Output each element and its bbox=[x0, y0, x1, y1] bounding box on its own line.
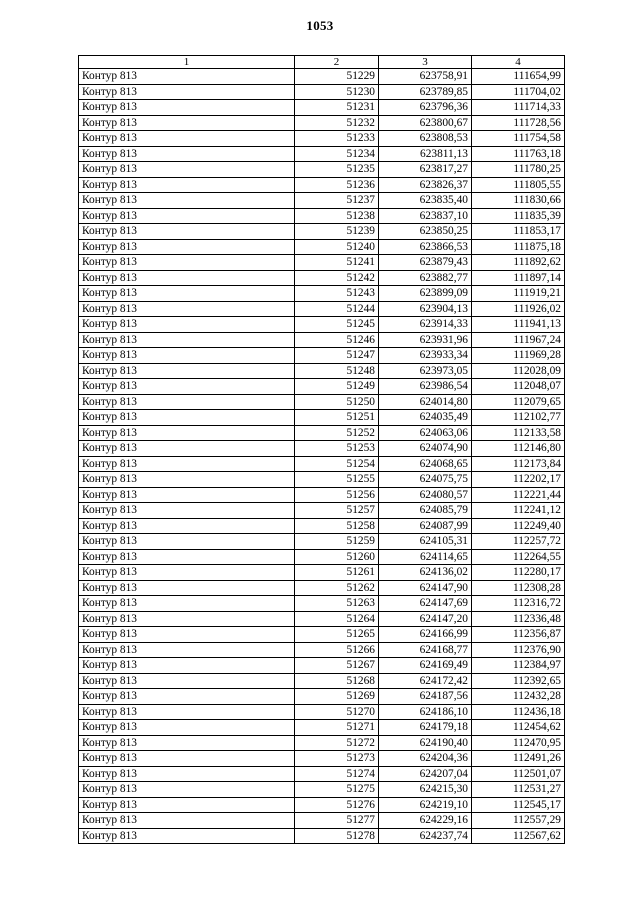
contour-name-cell: Контур 813 bbox=[79, 100, 295, 116]
point-number-cell: 51256 bbox=[295, 487, 379, 503]
x-coordinate-cell: 623808,53 bbox=[379, 131, 472, 147]
table-row bbox=[79, 611, 565, 627]
table-row bbox=[79, 162, 565, 178]
point-number-cell: 51250 bbox=[295, 394, 379, 410]
table-row bbox=[79, 735, 565, 751]
table-row bbox=[79, 797, 565, 813]
table-row bbox=[79, 503, 565, 519]
column-header-3: 3 bbox=[379, 56, 472, 69]
contour-name-cell: Контур 813 bbox=[79, 751, 295, 767]
y-coordinate-cell: 112436,18 bbox=[472, 704, 565, 720]
contour-name-cell: Контур 813 bbox=[79, 565, 295, 581]
y-coordinate-cell: 112249,40 bbox=[472, 518, 565, 534]
point-number-cell: 51238 bbox=[295, 208, 379, 224]
table-row bbox=[79, 193, 565, 209]
x-coordinate-cell: 624014,80 bbox=[379, 394, 472, 410]
x-coordinate-cell: 624179,18 bbox=[379, 720, 472, 736]
contour-name-cell: Контур 813 bbox=[79, 689, 295, 705]
point-number-cell: 51240 bbox=[295, 239, 379, 255]
x-coordinate-cell: 624168,77 bbox=[379, 642, 472, 658]
x-coordinate-cell: 624068,65 bbox=[379, 456, 472, 472]
x-coordinate-cell: 623811,13 bbox=[379, 146, 472, 162]
contour-name-cell: Контур 813 bbox=[79, 828, 295, 844]
point-number-cell: 51275 bbox=[295, 782, 379, 798]
point-number-cell: 51265 bbox=[295, 627, 379, 643]
table-row bbox=[79, 69, 565, 85]
contour-name-cell: Контур 813 bbox=[79, 487, 295, 503]
contour-name-cell: Контур 813 bbox=[79, 131, 295, 147]
table-row bbox=[79, 239, 565, 255]
y-coordinate-cell: 112454,62 bbox=[472, 720, 565, 736]
y-coordinate-cell: 111830,66 bbox=[472, 193, 565, 209]
table-row bbox=[79, 131, 565, 147]
column-header-1: 1 bbox=[79, 56, 295, 69]
point-number-cell: 51255 bbox=[295, 472, 379, 488]
point-number-cell: 51272 bbox=[295, 735, 379, 751]
contour-name-cell: Контур 813 bbox=[79, 580, 295, 596]
contour-name-cell: Контур 813 bbox=[79, 332, 295, 348]
contour-name-cell: Контур 813 bbox=[79, 534, 295, 550]
y-coordinate-cell: 112028,09 bbox=[472, 363, 565, 379]
y-coordinate-cell: 112356,87 bbox=[472, 627, 565, 643]
y-coordinate-cell: 112280,17 bbox=[472, 565, 565, 581]
y-coordinate-cell: 111754,58 bbox=[472, 131, 565, 147]
table-row bbox=[79, 766, 565, 782]
table-row bbox=[79, 487, 565, 503]
point-number-cell: 51249 bbox=[295, 379, 379, 395]
table-row bbox=[79, 518, 565, 534]
x-coordinate-cell: 623758,91 bbox=[379, 69, 472, 85]
point-number-cell: 51232 bbox=[295, 115, 379, 131]
y-coordinate-cell: 112241,12 bbox=[472, 503, 565, 519]
point-number-cell: 51273 bbox=[295, 751, 379, 767]
header-row bbox=[79, 56, 565, 69]
column-header-2: 2 bbox=[295, 56, 379, 69]
y-coordinate-cell: 112491,26 bbox=[472, 751, 565, 767]
x-coordinate-cell: 624215,30 bbox=[379, 782, 472, 798]
y-coordinate-cell: 111780,25 bbox=[472, 162, 565, 178]
table-row bbox=[79, 642, 565, 658]
contour-name-cell: Контур 813 bbox=[79, 658, 295, 674]
contour-name-cell: Контур 813 bbox=[79, 797, 295, 813]
y-coordinate-cell: 112173,84 bbox=[472, 456, 565, 472]
x-coordinate-cell: 623796,36 bbox=[379, 100, 472, 116]
point-number-cell: 51244 bbox=[295, 301, 379, 317]
table-row bbox=[79, 828, 565, 844]
contour-name-cell: Контур 813 bbox=[79, 115, 295, 131]
contour-name-cell: Контур 813 bbox=[79, 348, 295, 364]
contour-name-cell: Контур 813 bbox=[79, 239, 295, 255]
point-number-cell: 51274 bbox=[295, 766, 379, 782]
x-coordinate-cell: 623899,09 bbox=[379, 286, 472, 302]
y-coordinate-cell: 111941,13 bbox=[472, 317, 565, 333]
table-row bbox=[79, 224, 565, 240]
y-coordinate-cell: 111728,56 bbox=[472, 115, 565, 131]
x-coordinate-cell: 623986,54 bbox=[379, 379, 472, 395]
point-number-cell: 51270 bbox=[295, 704, 379, 720]
y-coordinate-cell: 112257,72 bbox=[472, 534, 565, 550]
point-number-cell: 51247 bbox=[295, 348, 379, 364]
point-number-cell: 51264 bbox=[295, 611, 379, 627]
point-number-cell: 51230 bbox=[295, 84, 379, 100]
x-coordinate-cell: 624237,74 bbox=[379, 828, 472, 844]
contour-name-cell: Контур 813 bbox=[79, 394, 295, 410]
table-row bbox=[79, 813, 565, 829]
table-row bbox=[79, 782, 565, 798]
contour-name-cell: Контур 813 bbox=[79, 642, 295, 658]
contour-name-cell: Контур 813 bbox=[79, 472, 295, 488]
x-coordinate-cell: 624207,04 bbox=[379, 766, 472, 782]
point-number-cell: 51254 bbox=[295, 456, 379, 472]
table-row bbox=[79, 689, 565, 705]
y-coordinate-cell: 112531,27 bbox=[472, 782, 565, 798]
y-coordinate-cell: 111892,62 bbox=[472, 255, 565, 271]
y-coordinate-cell: 112432,28 bbox=[472, 689, 565, 705]
contour-name-cell: Контур 813 bbox=[79, 735, 295, 751]
point-number-cell: 51251 bbox=[295, 410, 379, 426]
y-coordinate-cell: 112316,72 bbox=[472, 596, 565, 612]
table-row bbox=[79, 270, 565, 286]
point-number-cell: 51260 bbox=[295, 549, 379, 565]
x-coordinate-cell: 624229,16 bbox=[379, 813, 472, 829]
y-coordinate-cell: 112384,97 bbox=[472, 658, 565, 674]
y-coordinate-cell: 112079,65 bbox=[472, 394, 565, 410]
x-coordinate-cell: 624114,65 bbox=[379, 549, 472, 565]
x-coordinate-cell: 623931,96 bbox=[379, 332, 472, 348]
contour-name-cell: Контур 813 bbox=[79, 69, 295, 85]
table-row bbox=[79, 301, 565, 317]
y-coordinate-cell: 112470,95 bbox=[472, 735, 565, 751]
x-coordinate-cell: 624136,02 bbox=[379, 565, 472, 581]
y-coordinate-cell: 112102,77 bbox=[472, 410, 565, 426]
contour-name-cell: Контур 813 bbox=[79, 720, 295, 736]
table-row bbox=[79, 658, 565, 674]
x-coordinate-cell: 624080,57 bbox=[379, 487, 472, 503]
contour-name-cell: Контур 813 bbox=[79, 363, 295, 379]
point-number-cell: 51237 bbox=[295, 193, 379, 209]
table-row bbox=[79, 255, 565, 271]
y-coordinate-cell: 112545,17 bbox=[472, 797, 565, 813]
contour-name-cell: Контур 813 bbox=[79, 549, 295, 565]
x-coordinate-cell: 624187,56 bbox=[379, 689, 472, 705]
y-coordinate-cell: 112048,07 bbox=[472, 379, 565, 395]
point-number-cell: 51277 bbox=[295, 813, 379, 829]
point-number-cell: 51248 bbox=[295, 363, 379, 379]
y-coordinate-cell: 112557,29 bbox=[472, 813, 565, 829]
table-row bbox=[79, 115, 565, 131]
y-coordinate-cell: 111919,21 bbox=[472, 286, 565, 302]
table-row bbox=[79, 673, 565, 689]
x-coordinate-cell: 624075,75 bbox=[379, 472, 472, 488]
point-number-cell: 51271 bbox=[295, 720, 379, 736]
x-coordinate-cell: 623817,27 bbox=[379, 162, 472, 178]
x-coordinate-cell: 623835,40 bbox=[379, 193, 472, 209]
table-row bbox=[79, 348, 565, 364]
contour-name-cell: Контур 813 bbox=[79, 704, 295, 720]
point-number-cell: 51278 bbox=[295, 828, 379, 844]
x-coordinate-cell: 624190,40 bbox=[379, 735, 472, 751]
table-row bbox=[79, 534, 565, 550]
x-coordinate-cell: 623826,37 bbox=[379, 177, 472, 193]
contour-name-cell: Контур 813 bbox=[79, 627, 295, 643]
x-coordinate-cell: 623882,77 bbox=[379, 270, 472, 286]
x-coordinate-cell: 623904,13 bbox=[379, 301, 472, 317]
point-number-cell: 51269 bbox=[295, 689, 379, 705]
y-coordinate-cell: 112146,80 bbox=[472, 441, 565, 457]
contour-name-cell: Контур 813 bbox=[79, 84, 295, 100]
point-number-cell: 51233 bbox=[295, 131, 379, 147]
contour-name-cell: Контур 813 bbox=[79, 441, 295, 457]
x-coordinate-cell: 624085,79 bbox=[379, 503, 472, 519]
contour-name-cell: Контур 813 bbox=[79, 673, 295, 689]
x-coordinate-cell: 624186,10 bbox=[379, 704, 472, 720]
point-number-cell: 51242 bbox=[295, 270, 379, 286]
contour-name-cell: Контур 813 bbox=[79, 456, 295, 472]
point-number-cell: 51276 bbox=[295, 797, 379, 813]
contour-name-cell: Контур 813 bbox=[79, 518, 295, 534]
point-number-cell: 51262 bbox=[295, 580, 379, 596]
x-coordinate-cell: 623866,53 bbox=[379, 239, 472, 255]
table-row bbox=[79, 84, 565, 100]
table-row bbox=[79, 720, 565, 736]
y-coordinate-cell: 112392,65 bbox=[472, 673, 565, 689]
y-coordinate-cell: 111967,24 bbox=[472, 332, 565, 348]
point-number-cell: 51258 bbox=[295, 518, 379, 534]
y-coordinate-cell: 111897,14 bbox=[472, 270, 565, 286]
table-row bbox=[79, 394, 565, 410]
point-number-cell: 51231 bbox=[295, 100, 379, 116]
y-coordinate-cell: 111714,33 bbox=[472, 100, 565, 116]
table-row bbox=[79, 410, 565, 426]
x-coordinate-cell: 624087,99 bbox=[379, 518, 472, 534]
y-coordinate-cell: 112264,55 bbox=[472, 549, 565, 565]
y-coordinate-cell: 111704,02 bbox=[472, 84, 565, 100]
table-row bbox=[79, 363, 565, 379]
contour-name-cell: Контур 813 bbox=[79, 410, 295, 426]
point-number-cell: 51239 bbox=[295, 224, 379, 240]
y-coordinate-cell: 111969,28 bbox=[472, 348, 565, 364]
table-row bbox=[79, 565, 565, 581]
x-coordinate-cell: 623789,85 bbox=[379, 84, 472, 100]
x-coordinate-cell: 624166,99 bbox=[379, 627, 472, 643]
table-row bbox=[79, 627, 565, 643]
x-coordinate-cell: 624219,10 bbox=[379, 797, 472, 813]
x-coordinate-cell: 624074,90 bbox=[379, 441, 472, 457]
point-number-cell: 51263 bbox=[295, 596, 379, 612]
contour-name-cell: Контур 813 bbox=[79, 503, 295, 519]
y-coordinate-cell: 111875,18 bbox=[472, 239, 565, 255]
table-row bbox=[79, 100, 565, 116]
y-coordinate-cell: 112221,44 bbox=[472, 487, 565, 503]
x-coordinate-cell: 623850,25 bbox=[379, 224, 472, 240]
point-number-cell: 51268 bbox=[295, 673, 379, 689]
table-row bbox=[79, 704, 565, 720]
y-coordinate-cell: 112567,62 bbox=[472, 828, 565, 844]
table-row bbox=[79, 379, 565, 395]
x-coordinate-cell: 624035,49 bbox=[379, 410, 472, 426]
table-row bbox=[79, 332, 565, 348]
point-number-cell: 51243 bbox=[295, 286, 379, 302]
contour-name-cell: Контур 813 bbox=[79, 813, 295, 829]
x-coordinate-cell: 624147,90 bbox=[379, 580, 472, 596]
contour-name-cell: Контур 813 bbox=[79, 146, 295, 162]
column-header-4: 4 bbox=[472, 56, 565, 69]
contour-name-cell: Контур 813 bbox=[79, 162, 295, 178]
contour-name-cell: Контур 813 bbox=[79, 208, 295, 224]
y-coordinate-cell: 112376,90 bbox=[472, 642, 565, 658]
table-row bbox=[79, 472, 565, 488]
table-header bbox=[79, 56, 565, 69]
table-row bbox=[79, 596, 565, 612]
contour-name-cell: Контур 813 bbox=[79, 596, 295, 612]
point-number-cell: 51234 bbox=[295, 146, 379, 162]
table-body bbox=[79, 69, 565, 844]
x-coordinate-cell: 623973,05 bbox=[379, 363, 472, 379]
y-coordinate-cell: 111654,99 bbox=[472, 69, 565, 85]
point-number-cell: 51257 bbox=[295, 503, 379, 519]
table-row bbox=[79, 177, 565, 193]
point-number-cell: 51252 bbox=[295, 425, 379, 441]
x-coordinate-cell: 624147,20 bbox=[379, 611, 472, 627]
contour-name-cell: Контур 813 bbox=[79, 317, 295, 333]
y-coordinate-cell: 111853,17 bbox=[472, 224, 565, 240]
y-coordinate-cell: 112133,58 bbox=[472, 425, 565, 441]
y-coordinate-cell: 111835,39 bbox=[472, 208, 565, 224]
point-number-cell: 51267 bbox=[295, 658, 379, 674]
contour-name-cell: Контур 813 bbox=[79, 255, 295, 271]
y-coordinate-cell: 112501,07 bbox=[472, 766, 565, 782]
x-coordinate-cell: 624063,06 bbox=[379, 425, 472, 441]
contour-name-cell: Контур 813 bbox=[79, 270, 295, 286]
y-coordinate-cell: 112202,17 bbox=[472, 472, 565, 488]
contour-name-cell: Контур 813 bbox=[79, 224, 295, 240]
coordinates-table bbox=[78, 55, 565, 844]
table-row bbox=[79, 456, 565, 472]
contour-name-cell: Контур 813 bbox=[79, 177, 295, 193]
contour-name-cell: Контур 813 bbox=[79, 611, 295, 627]
point-number-cell: 51241 bbox=[295, 255, 379, 271]
x-coordinate-cell: 623933,34 bbox=[379, 348, 472, 364]
x-coordinate-cell: 624172,42 bbox=[379, 673, 472, 689]
point-number-cell: 51253 bbox=[295, 441, 379, 457]
table-row bbox=[79, 580, 565, 596]
y-coordinate-cell: 112336,48 bbox=[472, 611, 565, 627]
y-coordinate-cell: 111926,02 bbox=[472, 301, 565, 317]
table-row bbox=[79, 317, 565, 333]
point-number-cell: 51261 bbox=[295, 565, 379, 581]
contour-name-cell: Контур 813 bbox=[79, 766, 295, 782]
x-coordinate-cell: 624105,31 bbox=[379, 534, 472, 550]
point-number-cell: 51246 bbox=[295, 332, 379, 348]
x-coordinate-cell: 623800,67 bbox=[379, 115, 472, 131]
x-coordinate-cell: 624169,49 bbox=[379, 658, 472, 674]
x-coordinate-cell: 623914,33 bbox=[379, 317, 472, 333]
table-row bbox=[79, 751, 565, 767]
y-coordinate-cell: 111763,18 bbox=[472, 146, 565, 162]
table-row bbox=[79, 425, 565, 441]
table-row bbox=[79, 286, 565, 302]
y-coordinate-cell: 112308,28 bbox=[472, 580, 565, 596]
x-coordinate-cell: 623837,10 bbox=[379, 208, 472, 224]
point-number-cell: 51245 bbox=[295, 317, 379, 333]
contour-name-cell: Контур 813 bbox=[79, 379, 295, 395]
x-coordinate-cell: 623879,43 bbox=[379, 255, 472, 271]
point-number-cell: 51229 bbox=[295, 69, 379, 85]
table-row bbox=[79, 549, 565, 565]
contour-name-cell: Контур 813 bbox=[79, 193, 295, 209]
page-number: 1053 bbox=[306, 18, 334, 33]
point-number-cell: 51236 bbox=[295, 177, 379, 193]
contour-name-cell: Контур 813 bbox=[79, 286, 295, 302]
y-coordinate-cell: 111805,55 bbox=[472, 177, 565, 193]
x-coordinate-cell: 624147,69 bbox=[379, 596, 472, 612]
point-number-cell: 51259 bbox=[295, 534, 379, 550]
x-coordinate-cell: 624204,36 bbox=[379, 751, 472, 767]
table-row bbox=[79, 208, 565, 224]
table-row bbox=[79, 146, 565, 162]
contour-name-cell: Контур 813 bbox=[79, 301, 295, 317]
table-row bbox=[79, 441, 565, 457]
contour-name-cell: Контур 813 bbox=[79, 782, 295, 798]
contour-name-cell: Контур 813 bbox=[79, 425, 295, 441]
point-number-cell: 51235 bbox=[295, 162, 379, 178]
point-number-cell: 51266 bbox=[295, 642, 379, 658]
